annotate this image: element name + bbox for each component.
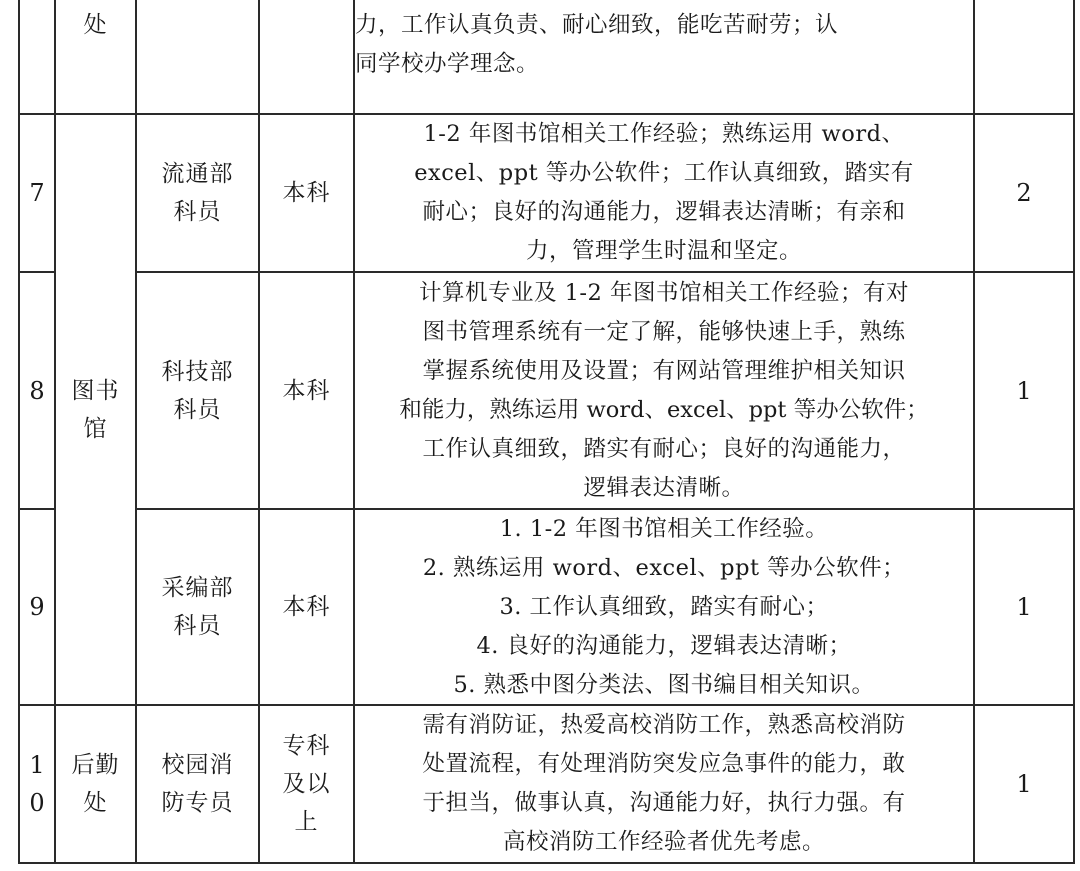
requirement-line: 1. 1-2 年图书馆相关工作经验。 (499, 515, 829, 542)
row-number: 8 (29, 376, 45, 405)
position-cell (137, 706, 258, 862)
requirement-line: 计算机专业及 1-2 年图书馆相关工作经验；有对 (418, 279, 910, 306)
position-line: 科员 (173, 396, 222, 423)
requirement-line: 和能力，熟练运用 word、excel、ppt 等办公软件； (399, 396, 929, 423)
requirement-line: 5. 熟悉中图分类法、图书编目相关知识。 (453, 671, 875, 698)
requirement-line: 1-2 年图书馆相关工作经验；熟练运用 word、 (423, 121, 905, 147)
dept-line: 馆 (83, 415, 108, 442)
dept-cell (56, 6, 135, 106)
requirement-line: 工作认真细致，踏实有耐心；良好的沟通能力， (422, 435, 906, 462)
dept-line: 图书 (71, 377, 120, 404)
requirements-cell (355, 6, 973, 106)
requirement-line: 力，工作认真负责、耐心细致，能吃苦耐劳；认 (355, 12, 839, 38)
position-line: 流通部 (161, 161, 234, 187)
grid-line (18, 862, 1075, 864)
dept-text: 处 (83, 12, 108, 38)
requirement-line: 于担当，做事认真，沟通能力好，执行力强。有 (422, 790, 906, 816)
requirement-line: 图书管理系统有一定了解，能够快速上手，熟练 (422, 318, 906, 345)
requirement-line: 耐心；良好的沟通能力，逻辑表达清晰；有亲和 (422, 199, 906, 225)
grid-line (1073, 0, 1075, 864)
requirement-line: excel、ppt 等办公软件；工作认真细致，踏实有 (414, 160, 914, 186)
dept-line: 处 (83, 790, 108, 816)
requirement-line: 4. 良好的沟通能力，逻辑表达清晰； (476, 632, 852, 659)
count-cell: 1 (1016, 593, 1032, 621)
education-cell (260, 706, 353, 862)
requirement-line: 3. 工作认真细致，踏实有耐心； (499, 593, 829, 620)
count-cell: 1 (1016, 770, 1032, 798)
requirement-line: 需有消防证，热爱高校消防工作，熟悉高校消防 (422, 712, 906, 738)
requirement-line: 同学校办学理念。 (355, 51, 540, 77)
dept-line: 后勤 (71, 752, 120, 778)
position-line: 防专员 (161, 790, 234, 816)
requirement-line: 力，管理学生时温和坚定。 (525, 238, 802, 264)
education-cell: 本科 (282, 377, 331, 404)
education-line: 专科 (282, 733, 331, 759)
requirements-cell (355, 115, 973, 271)
row-number: 1 0 (29, 751, 45, 817)
education-line: 及以 (282, 771, 331, 797)
education-cell: 本科 (282, 180, 331, 206)
requirements-cell (355, 273, 973, 508)
count-cell: 2 (1016, 179, 1032, 207)
requirements-cell (355, 706, 973, 862)
requirement-line: 掌握系统使用及设置；有网站管理维护相关知识 (422, 357, 906, 384)
position-cell (137, 273, 258, 508)
dept-cell (56, 115, 135, 704)
position-cell (137, 510, 258, 704)
row-number: 9 (29, 593, 45, 621)
requirement-line: 2. 熟练运用 word、excel、ppt 等办公软件； (422, 554, 906, 581)
position-line: 科员 (173, 199, 222, 225)
education-cell: 本科 (282, 594, 331, 620)
position-cell (137, 115, 258, 271)
position-line: 科技部 (161, 358, 234, 385)
requirement-line: 逻辑表达清晰。 (583, 474, 745, 501)
count-cell: 1 (1016, 376, 1032, 405)
position-line: 校园消 (161, 752, 234, 778)
requirements-cell (355, 510, 973, 704)
requirement-line: 处置流程，有处理消防突发应急事件的能力，敢 (422, 751, 906, 777)
position-line: 科员 (173, 613, 222, 639)
dept-cell (56, 706, 135, 862)
position-line: 采编部 (161, 575, 234, 601)
requirement-line: 高校消防工作经验者优先考虑。 (502, 829, 825, 855)
education-line: 上 (294, 809, 319, 835)
row-number: 7 (29, 179, 45, 207)
